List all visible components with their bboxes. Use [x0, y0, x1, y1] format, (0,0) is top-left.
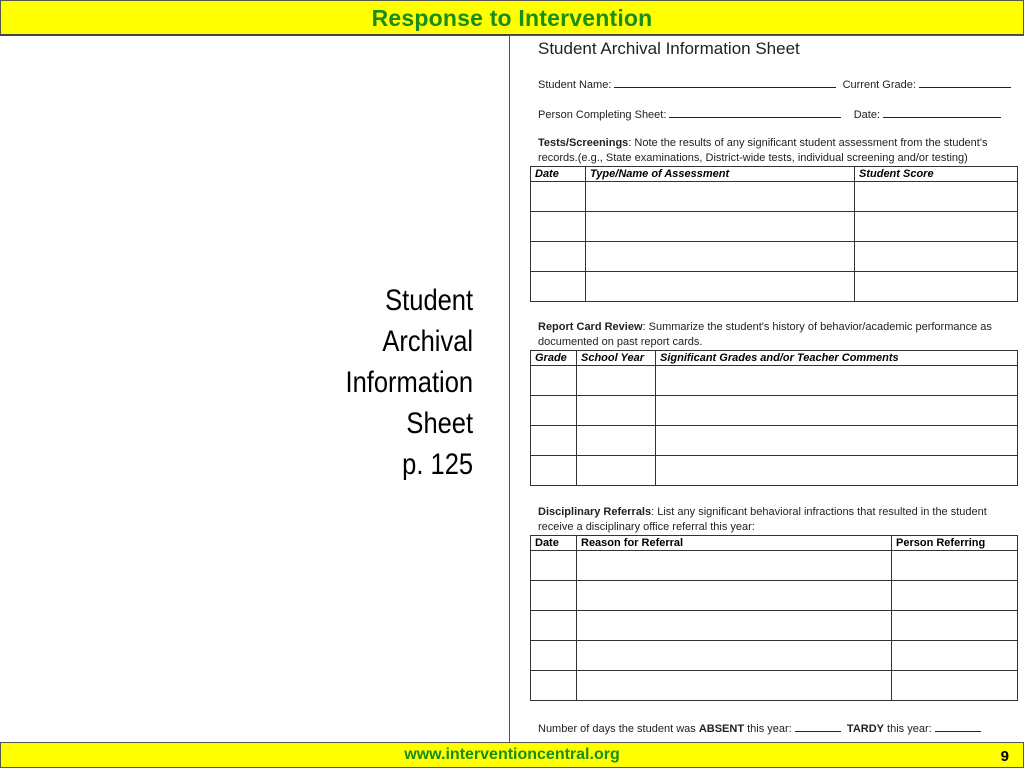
person-completing-line: [538, 107, 1001, 121]
column-header: School Year: [577, 351, 656, 366]
table-cell[interactable]: [531, 456, 577, 486]
table-cell[interactable]: [855, 242, 1018, 272]
caption-line: Information: [345, 366, 473, 399]
slide-title: Response to Intervention: [371, 5, 653, 31]
table-cell[interactable]: [577, 366, 656, 396]
page-number: 9: [1000, 748, 1009, 765]
table-cell[interactable]: [531, 212, 586, 242]
table-cell[interactable]: [855, 212, 1018, 242]
tests-table: [530, 166, 1018, 302]
table-cell[interactable]: [531, 272, 586, 302]
table-row: [531, 182, 1018, 212]
current-grade-label: Current Grade:: [842, 79, 916, 91]
header-bar: [0, 0, 1024, 36]
caption-line: Archival: [382, 325, 473, 358]
table-cell[interactable]: [531, 611, 577, 641]
table-cell[interactable]: [892, 581, 1018, 611]
table-cell[interactable]: [577, 671, 892, 701]
table-cell[interactable]: [892, 551, 1018, 581]
report-card-table: [530, 350, 1018, 486]
disciplinary-table: [530, 535, 1018, 701]
column-header: Type/Name of Assessment: [586, 167, 855, 182]
slide-caption: [345, 280, 473, 485]
table-cell[interactable]: [531, 396, 577, 426]
table-row: [531, 272, 1018, 302]
person-completing-blank: [669, 107, 841, 118]
table-cell[interactable]: [855, 182, 1018, 212]
table-row: [531, 212, 1018, 242]
column-header: Grade: [531, 351, 577, 366]
tardy-blank: [935, 721, 981, 732]
table-cell[interactable]: [656, 456, 1018, 486]
column-header: Significant Grades and/or Teacher Comments: [656, 351, 1018, 366]
table-cell[interactable]: [531, 242, 586, 272]
table-cell[interactable]: [586, 242, 855, 272]
table-cell[interactable]: [531, 581, 577, 611]
table-cell[interactable]: [586, 182, 855, 212]
date-label: Date:: [853, 109, 881, 121]
table-cell[interactable]: [892, 671, 1018, 701]
table-cell[interactable]: [892, 641, 1018, 671]
caption-line: Student: [385, 284, 473, 317]
table-cell[interactable]: [577, 581, 892, 611]
current-grade-blank: [919, 77, 1011, 88]
absent-blank: [795, 721, 841, 732]
absent-prefix: Number of days the student was: [538, 723, 699, 735]
column-header: Date: [531, 536, 577, 551]
footer-link[interactable]: www.interventioncentral.org: [404, 746, 620, 763]
column-header: Person Referring: [892, 536, 1018, 551]
tests-text: : Note the results of any significant student assessment from the student's records.(e.g., State examinations, District-wide tests, individual screening and/or testing): [538, 137, 988, 164]
table-row: [531, 641, 1018, 671]
table-row: [531, 426, 1018, 456]
table-cell[interactable]: [577, 641, 892, 671]
tardy-word: TARDY: [846, 723, 884, 735]
student-name-label: Student Name:: [538, 79, 612, 91]
table-cell[interactable]: [586, 272, 855, 302]
student-name-line: [538, 77, 1011, 91]
table-cell[interactable]: [531, 641, 577, 671]
table-row: [531, 456, 1018, 486]
table-row: [531, 581, 1018, 611]
absent-word: ABSENT: [698, 723, 745, 735]
table-cell[interactable]: [577, 426, 656, 456]
absent-suffix: this year:: [744, 723, 792, 735]
report-card-text: : Summarize the student's history of behavior/academic performance as documented on past report cards.: [538, 321, 992, 348]
table-row: [531, 396, 1018, 426]
table-cell[interactable]: [855, 272, 1018, 302]
table-header-row: [531, 351, 1018, 366]
table-row: [531, 671, 1018, 701]
table-cell[interactable]: [531, 366, 577, 396]
table-cell[interactable]: [577, 456, 656, 486]
table-row: [531, 611, 1018, 641]
table-cell[interactable]: [577, 551, 892, 581]
date-blank: [883, 107, 1001, 118]
table-cell[interactable]: [577, 396, 656, 426]
table-header-row: [531, 536, 1018, 551]
column-header: Student Score: [855, 167, 1018, 182]
tests-heading: Tests/Screenings: [538, 137, 629, 149]
disciplinary-text: : List any significant behavioral infractions that resulted in the student receive a disciplinary office referral this year:: [538, 506, 987, 533]
table-cell[interactable]: [531, 182, 586, 212]
caption-page-ref: p. 125: [402, 448, 473, 481]
person-completing-label: Person Completing Sheet:: [538, 109, 667, 121]
disciplinary-heading: Disciplinary Referrals: [538, 506, 652, 518]
table-cell[interactable]: [531, 551, 577, 581]
table-cell[interactable]: [586, 212, 855, 242]
footer-bar: [0, 742, 1024, 768]
form-document: [509, 35, 1024, 742]
table-cell[interactable]: [577, 611, 892, 641]
table-row: [531, 551, 1018, 581]
table-cell[interactable]: [531, 426, 577, 456]
table-header-row: [531, 167, 1018, 182]
table-cell[interactable]: [656, 396, 1018, 426]
caption-line: Sheet: [406, 407, 473, 440]
attendance-line: [538, 721, 981, 735]
table-cell[interactable]: [656, 426, 1018, 456]
form-title: Student Archival Information Sheet: [538, 39, 800, 58]
disciplinary-instructions: [538, 505, 1008, 535]
table-row: [531, 242, 1018, 272]
tests-instructions: [538, 136, 1008, 166]
table-cell[interactable]: [892, 611, 1018, 641]
table-cell[interactable]: [531, 671, 577, 701]
tardy-suffix: this year:: [884, 723, 932, 735]
table-cell[interactable]: [656, 366, 1018, 396]
column-header: Date: [531, 167, 586, 182]
report-card-heading: Report Card Review: [538, 321, 643, 333]
report-card-instructions: [538, 320, 1008, 350]
student-name-blank: [614, 77, 836, 88]
table-row: [531, 366, 1018, 396]
column-header: Reason for Referral: [577, 536, 892, 551]
